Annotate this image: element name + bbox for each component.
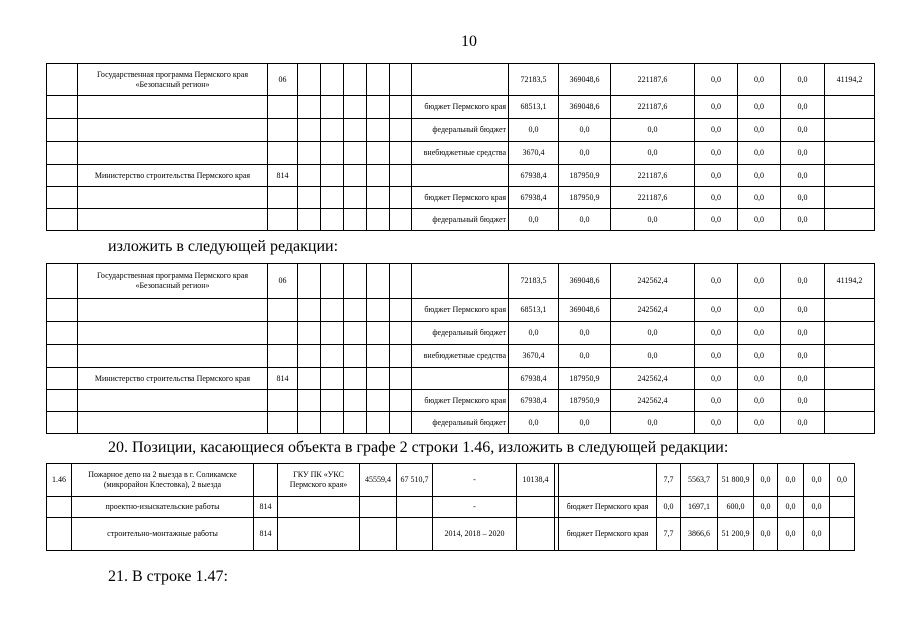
new-budget-table — [46, 263, 875, 434]
table-cell: федеральный бюджет — [412, 119, 509, 142]
table-cell: 0,0 — [738, 187, 781, 209]
table-cell — [830, 518, 855, 551]
amendment-heading: изложить в следующей редакции: — [108, 238, 339, 255]
table-cell — [321, 142, 344, 165]
table-cell — [344, 119, 367, 142]
table-cell: 0,0 — [695, 96, 738, 119]
table-cell: 187950,9 — [559, 390, 611, 412]
table-row — [47, 390, 875, 412]
table-cell: 0,0 — [657, 497, 681, 518]
table-cell — [47, 142, 78, 165]
table-row — [47, 142, 875, 165]
table-cell — [367, 264, 390, 299]
table-cell — [321, 368, 344, 390]
table-cell — [298, 119, 321, 142]
table-cell: Пожарное депо на 2 выезда в г. Соликамске (микрорайон Клестовка), 2 выезда — [72, 464, 254, 497]
table-cell: 72183,5 — [509, 264, 559, 299]
section-21-heading: 21. В строке 1.47: — [108, 568, 228, 585]
table-cell: 67 510,7 — [397, 464, 433, 497]
table-row — [47, 412, 875, 434]
table-cell — [298, 142, 321, 165]
table-cell: 1697,1 — [681, 497, 718, 518]
table-cell — [367, 165, 390, 187]
table-cell — [367, 209, 390, 231]
table-cell: федеральный бюджет — [412, 412, 509, 434]
table-cell — [412, 264, 509, 299]
table-cell — [298, 64, 321, 96]
table-cell: 10138,4 — [517, 464, 555, 497]
table-cell — [298, 264, 321, 299]
table-cell: 0,0 — [738, 165, 781, 187]
table-cell — [825, 96, 875, 119]
table-cell — [825, 119, 875, 142]
table-cell: 5563,7 — [681, 464, 718, 497]
table-cell — [344, 322, 367, 345]
table-cell — [298, 368, 321, 390]
table-cell: 0,0 — [738, 264, 781, 299]
table-cell: 242562,4 — [611, 299, 695, 322]
old-budget-table — [46, 63, 875, 231]
table-cell: 221187,6 — [611, 96, 695, 119]
table-cell — [47, 299, 78, 322]
table-cell — [390, 299, 412, 322]
table-cell — [298, 187, 321, 209]
table-cell: 0,0 — [695, 345, 738, 368]
table-cell — [344, 142, 367, 165]
table-cell — [321, 345, 344, 368]
table-cell: - — [433, 464, 517, 497]
table-cell: 814 — [254, 497, 278, 518]
table-cell — [344, 412, 367, 434]
table-cell — [268, 390, 298, 412]
table-cell: 0,0 — [695, 187, 738, 209]
table-cell: бюджет Пермского края — [412, 96, 509, 119]
table-cell: 0,0 — [778, 518, 804, 551]
table-cell: 0,0 — [781, 165, 825, 187]
table-cell — [47, 368, 78, 390]
table-cell: 0,0 — [781, 209, 825, 231]
table-cell: 0,0 — [695, 299, 738, 322]
table-cell: 369048,6 — [559, 299, 611, 322]
table-cell — [825, 368, 875, 390]
table-cell: ГКУ ПК «УКС Пермского края» — [278, 464, 360, 497]
table-cell — [825, 390, 875, 412]
table-row — [47, 165, 875, 187]
table-cell — [390, 64, 412, 96]
table-cell — [390, 368, 412, 390]
table-cell — [321, 412, 344, 434]
table-cell: 0,0 — [781, 187, 825, 209]
table-cell: 0,0 — [695, 165, 738, 187]
table-cell: 0,0 — [611, 345, 695, 368]
table-cell — [321, 322, 344, 345]
table-cell: 68513,1 — [509, 299, 559, 322]
table-cell — [390, 96, 412, 119]
table-cell — [298, 96, 321, 119]
table-cell — [254, 464, 278, 497]
table-cell — [298, 209, 321, 231]
table-cell — [78, 412, 268, 434]
table-cell — [268, 322, 298, 345]
table-cell: 0,0 — [781, 64, 825, 96]
table-cell: 0,0 — [778, 497, 804, 518]
table-cell — [278, 497, 360, 518]
table-cell — [268, 299, 298, 322]
table-cell: 7,7 — [657, 518, 681, 551]
table-cell: 0,0 — [695, 264, 738, 299]
table-cell — [344, 209, 367, 231]
table-cell — [344, 299, 367, 322]
table-cell: 2014, 2018 – 2020 — [433, 518, 517, 551]
table-cell: 0,0 — [778, 464, 804, 497]
table-cell: 3670,4 — [509, 142, 559, 165]
table-cell — [390, 165, 412, 187]
table-cell: бюджет Пермского края — [412, 299, 509, 322]
table-cell — [360, 497, 397, 518]
table-cell: 0,0 — [559, 119, 611, 142]
table-cell — [360, 518, 397, 551]
table-row — [47, 322, 875, 345]
table-cell: 814 — [254, 518, 278, 551]
table-cell: федеральный бюджет — [412, 209, 509, 231]
table-cell — [47, 165, 78, 187]
table-cell: 369048,6 — [559, 264, 611, 299]
table-cell — [78, 390, 268, 412]
table-cell — [268, 345, 298, 368]
table-cell — [47, 187, 78, 209]
table-cell — [344, 390, 367, 412]
table-cell: 0,0 — [781, 299, 825, 322]
table-cell — [390, 264, 412, 299]
table-cell — [321, 119, 344, 142]
table-cell: 0,0 — [695, 412, 738, 434]
table-cell — [321, 165, 344, 187]
table-cell — [47, 390, 78, 412]
table-cell — [825, 142, 875, 165]
table-cell: 0,0 — [559, 142, 611, 165]
table-cell: 0,0 — [695, 64, 738, 96]
table-row — [47, 119, 875, 142]
table-cell: 221187,6 — [611, 165, 695, 187]
table-cell: 41194,2 — [825, 64, 875, 96]
table-row — [47, 187, 875, 209]
table-cell — [390, 345, 412, 368]
table-row — [47, 368, 875, 390]
table-cell: 0,0 — [781, 368, 825, 390]
table-cell: 67938,4 — [509, 390, 559, 412]
table-cell: - — [433, 497, 517, 518]
table-cell: 0,0 — [559, 345, 611, 368]
table-cell — [47, 518, 72, 551]
table-cell: 242562,4 — [611, 368, 695, 390]
table-cell: 0,0 — [738, 96, 781, 119]
table-cell — [390, 390, 412, 412]
table-cell — [268, 142, 298, 165]
table-cell — [47, 322, 78, 345]
table-cell — [78, 187, 268, 209]
table-cell: 0,0 — [781, 119, 825, 142]
table-cell: Министерство строительства Пермского края — [78, 368, 268, 390]
table-cell: 41194,2 — [825, 264, 875, 299]
table-cell: 187950,9 — [559, 187, 611, 209]
table-cell: 0,0 — [804, 497, 830, 518]
table-cell: 0,0 — [781, 96, 825, 119]
table-cell — [367, 412, 390, 434]
table-cell — [321, 187, 344, 209]
table-cell — [268, 209, 298, 231]
table-cell: 06 — [268, 64, 298, 96]
table-cell — [78, 142, 268, 165]
table-cell — [321, 264, 344, 299]
table-cell — [78, 345, 268, 368]
table-cell: 45559,4 — [360, 464, 397, 497]
table-cell — [344, 96, 367, 119]
table-cell — [344, 64, 367, 96]
table-cell — [412, 368, 509, 390]
table-cell: 0,0 — [611, 119, 695, 142]
table-cell — [367, 187, 390, 209]
table-cell: 67938,4 — [509, 165, 559, 187]
table-cell: 0,0 — [559, 322, 611, 345]
table-cell: 0,0 — [738, 299, 781, 322]
table-cell: 0,0 — [509, 412, 559, 434]
table-row — [47, 518, 855, 551]
table-cell — [367, 299, 390, 322]
table-row — [47, 299, 875, 322]
table-cell — [47, 209, 78, 231]
table-cell — [367, 390, 390, 412]
table-cell: 0,0 — [754, 518, 778, 551]
table-cell: 0,0 — [781, 412, 825, 434]
table-cell: 0,0 — [738, 412, 781, 434]
table-cell: 242562,4 — [611, 264, 695, 299]
table-cell: 0,0 — [738, 345, 781, 368]
table-cell: 0,0 — [804, 464, 830, 497]
table-cell — [268, 119, 298, 142]
table-cell — [344, 264, 367, 299]
table-cell: строительно-монтажные работы — [72, 518, 254, 551]
table-cell: 0,0 — [695, 322, 738, 345]
table-cell — [825, 322, 875, 345]
table-cell — [321, 64, 344, 96]
table-cell — [825, 187, 875, 209]
table-cell: 67938,4 — [509, 187, 559, 209]
table-cell: 7,7 — [657, 464, 681, 497]
table-cell: внебюджетные средства — [412, 142, 509, 165]
table-cell — [47, 119, 78, 142]
table-row — [47, 497, 855, 518]
table-cell: 0,0 — [738, 119, 781, 142]
table-cell: 0,0 — [509, 322, 559, 345]
table-cell — [367, 64, 390, 96]
table-cell — [825, 165, 875, 187]
table-cell: 0,0 — [695, 368, 738, 390]
table-cell: 0,0 — [738, 390, 781, 412]
table-cell — [78, 209, 268, 231]
table-cell — [268, 187, 298, 209]
table-cell: бюджет Пермского края — [559, 497, 657, 518]
table-cell: 0,0 — [509, 209, 559, 231]
table-cell: 369048,6 — [559, 64, 611, 96]
table-cell — [825, 345, 875, 368]
table-cell — [47, 412, 78, 434]
table-cell — [344, 187, 367, 209]
table-cell: внебюджетные средства — [412, 345, 509, 368]
table-cell: 0,0 — [611, 322, 695, 345]
table-cell — [47, 96, 78, 119]
table-cell: 814 — [268, 165, 298, 187]
table-cell — [278, 518, 360, 551]
table-row — [47, 345, 875, 368]
table-cell — [390, 322, 412, 345]
table-cell: 187950,9 — [559, 165, 611, 187]
table-cell: 0,0 — [611, 412, 695, 434]
table-cell: 0,0 — [738, 322, 781, 345]
table-cell — [390, 412, 412, 434]
table-cell — [298, 322, 321, 345]
table-cell — [559, 464, 657, 497]
table-cell — [268, 96, 298, 119]
table-cell — [298, 165, 321, 187]
table-cell — [367, 119, 390, 142]
table-cell — [344, 368, 367, 390]
table-cell: 0,0 — [695, 119, 738, 142]
table-cell: 3866,6 — [681, 518, 718, 551]
table-cell — [268, 412, 298, 434]
table-cell: 3670,4 — [509, 345, 559, 368]
table-cell — [321, 96, 344, 119]
table-cell: 68513,1 — [509, 96, 559, 119]
table-cell: 0,0 — [559, 209, 611, 231]
table-cell: 0,0 — [611, 209, 695, 231]
table-cell — [298, 345, 321, 368]
table-row — [47, 264, 875, 299]
table-cell: 0,0 — [781, 322, 825, 345]
object-table — [46, 463, 855, 551]
table-cell: 0,0 — [509, 119, 559, 142]
table-cell — [344, 345, 367, 368]
table-cell — [47, 64, 78, 96]
table-cell: 0,0 — [781, 264, 825, 299]
table-cell — [397, 518, 433, 551]
table-cell: 0,0 — [738, 209, 781, 231]
table-cell: 242562,4 — [611, 390, 695, 412]
table-cell — [517, 518, 555, 551]
table-cell: 72183,5 — [509, 64, 559, 96]
table-cell: бюджет Пермского края — [412, 187, 509, 209]
table-cell — [825, 299, 875, 322]
table-cell: 0,0 — [738, 64, 781, 96]
table-cell — [390, 209, 412, 231]
table-cell — [78, 322, 268, 345]
table-cell — [298, 390, 321, 412]
table-cell — [367, 368, 390, 390]
table-row — [47, 464, 855, 497]
table-cell: 0,0 — [830, 464, 855, 497]
table-cell: бюджет Пермского края — [412, 390, 509, 412]
table-cell: 0,0 — [804, 518, 830, 551]
table-cell: проектно-изыскательские работы — [72, 497, 254, 518]
table-cell — [47, 497, 72, 518]
table-cell: 51 200,9 — [718, 518, 754, 551]
table-cell: 0,0 — [781, 142, 825, 165]
table-cell — [397, 497, 433, 518]
table-cell: 0,0 — [611, 142, 695, 165]
table-cell — [412, 165, 509, 187]
table-cell — [321, 299, 344, 322]
table-cell — [47, 264, 78, 299]
table-cell — [825, 209, 875, 231]
table-cell: 0,0 — [781, 345, 825, 368]
table-row — [47, 64, 875, 96]
table-cell: бюджет Пермского края — [559, 518, 657, 551]
table-cell: 369048,6 — [559, 96, 611, 119]
table-row — [47, 96, 875, 119]
table-cell — [367, 96, 390, 119]
table-cell — [344, 165, 367, 187]
table-cell: 1.46 — [47, 464, 72, 497]
table-cell: 0,0 — [559, 412, 611, 434]
table-cell: 0,0 — [781, 390, 825, 412]
table-cell: федеральный бюджет — [412, 322, 509, 345]
table-cell — [390, 142, 412, 165]
table-cell — [390, 187, 412, 209]
page-number: 10 — [461, 33, 477, 50]
table-cell: 0,0 — [738, 368, 781, 390]
table-cell — [321, 390, 344, 412]
table-cell: Министерство строительства Пермского края — [78, 165, 268, 187]
table-cell — [367, 345, 390, 368]
table-cell: 0,0 — [754, 464, 778, 497]
table-cell — [367, 322, 390, 345]
table-cell: 0,0 — [754, 497, 778, 518]
table-cell: 187950,9 — [559, 368, 611, 390]
table-cell — [412, 64, 509, 96]
table-cell — [298, 412, 321, 434]
table-cell: 67938,4 — [509, 368, 559, 390]
table-cell — [321, 209, 344, 231]
table-cell — [830, 497, 855, 518]
table-cell: 221187,6 — [611, 64, 695, 96]
section-20-heading: 20. Позиции, касающиеся объекта в графе 2 строки 1.46, изложить в следующей редакции: — [108, 439, 729, 456]
table-cell — [298, 299, 321, 322]
table-cell — [825, 412, 875, 434]
table-cell: 06 — [268, 264, 298, 299]
table-cell: 600,0 — [718, 497, 754, 518]
table-cell: 0,0 — [695, 142, 738, 165]
table-cell: 0,0 — [695, 209, 738, 231]
table-cell: 0,0 — [738, 142, 781, 165]
table-cell — [517, 497, 555, 518]
table-cell — [390, 119, 412, 142]
table-row — [47, 209, 875, 231]
table-cell: Государственная программа Пермского края «Безопасный регион» — [78, 264, 268, 299]
table-cell — [78, 119, 268, 142]
table-cell: 814 — [268, 368, 298, 390]
table-cell: 51 800,9 — [718, 464, 754, 497]
table-cell: 221187,6 — [611, 187, 695, 209]
table-cell — [367, 142, 390, 165]
table-cell — [78, 299, 268, 322]
table-cell — [47, 345, 78, 368]
table-cell: Государственная программа Пермского края «Безопасный регион» — [78, 64, 268, 96]
table-cell: 0,0 — [695, 390, 738, 412]
table-cell — [78, 96, 268, 119]
